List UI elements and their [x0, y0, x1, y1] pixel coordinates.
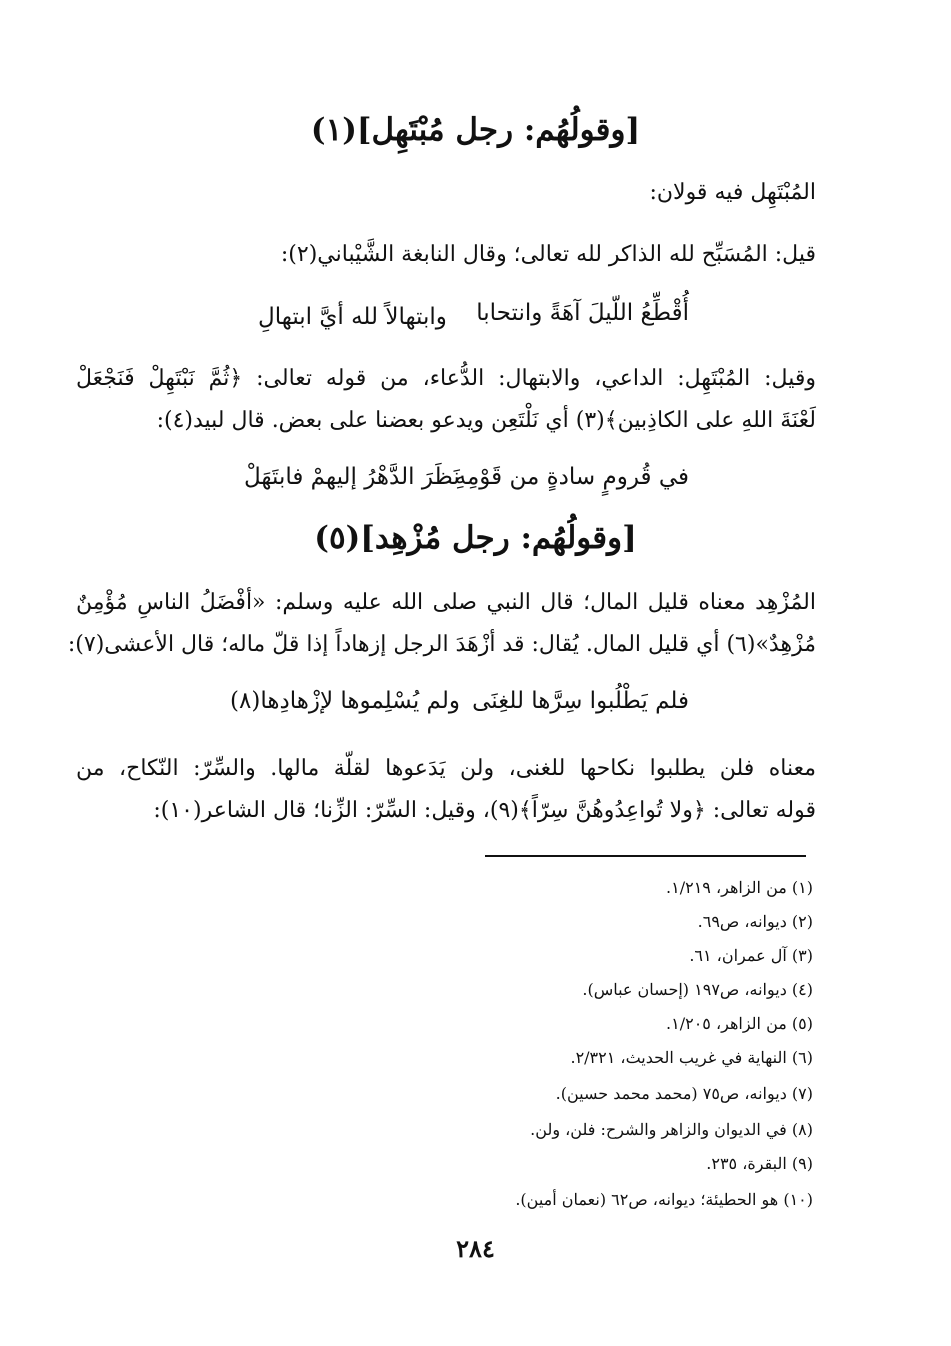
verse-hemistich-right: فلم يَطْلُبوا سِرَّها للغِنَى — [472, 688, 689, 714]
verse-hemistich-right: أُقْطِّعُ اللّيلَ آهَةً وانتحابا — [476, 300, 689, 326]
paragraph-line: وقيل: المُبْتَهِل: الداعي، والابتهال: الدُّعاء، من قوله تعالى: ﴿ثُمَّ نَبْتَهِلْ فَنَجْعَلْ — [76, 366, 816, 391]
paragraph-line: قيل: المُسَبِّح لله الذاكر لله تعالى؛ وقال النابغة الشَّيْباني(٢): — [280, 242, 816, 267]
verse-hemistich-right: في قُرومٍ سادةٍ من قَوْمِهِ — [454, 464, 689, 490]
paragraph-line: معناه فلن يطلبوا نكاحها للغنى، ولن يَدَعوها لقلّة مالها. والسِّرّ: النّكاح، من — [76, 756, 816, 781]
verse-hemistich-left: نَظَرَ الدَّهْرُ إليهمْ فابتَهَلْ — [244, 464, 460, 490]
paragraph-line: لَعْنَةَ اللهِ على الكاذِبين﴾(٣) أي نَلْتَعِن ويدعو بعضنا على بعض. قال لبيد(٤): — [156, 408, 816, 433]
footnote: (٨) في الديوان والزاهر والشرح: فلن، ولن. — [530, 1120, 813, 1139]
footnote: (٣) آل عمران، ٦١. — [689, 946, 813, 965]
footnote: (١٠) هو الحطيئة؛ ديوانه، ص٦٢ (نعمان أمين). — [515, 1190, 813, 1209]
footnote: (٧) ديوانه، ص٧٥ (محمد محمد حسين). — [555, 1084, 813, 1103]
section-heading-mubtahil: [وقولُهُم: رجل مُبْتَهِل](١) — [310, 112, 641, 148]
paragraph-line: المُبْتَهِل فيه قولان: — [649, 180, 816, 205]
paragraph-line: مُزْهِدٌ»(٦) أي قليل المال. يُقال: قد أزْهَدَ الرجل إزهاداً إذا قلّ ماله؛ قال الأعشى(٧): — [67, 632, 816, 657]
section-heading-muzhid: [وقولُهُم: رجل مُزْهِد](٥) — [314, 520, 637, 556]
verse-hemistich-left: ولم يُسْلِموها لإزْهادِها(٨) — [230, 688, 460, 714]
verse-hemistich-left: وابتهالاً لله أيَّ ابتهالِ — [258, 304, 447, 330]
footnote-separator — [485, 855, 806, 857]
footnote: (٥) من الزاهر، ١/٢٠٥. — [666, 1014, 813, 1033]
footnote: (١) من الزاهر، ١/٢١٩. — [666, 878, 813, 897]
footnote: (٦) النهاية في غريب الحديث، ٢/٣٢١. — [570, 1048, 813, 1067]
footnote: (٤) ديوانه، ص١٩٧ (إحسان عباس). — [582, 980, 813, 999]
paragraph-line: المُزْهِد معناه قليل المال؛ قال النبي صلى الله عليه وسلم: «أفْضَلُ الناسِ مُؤْمِنٌ — [76, 590, 816, 615]
paragraph-line: قوله تعالى: ﴿ولا تُواعِدُوهُنَّ سِرّاً﴾(٩)، وقيل: السِّرّ: الزِّنا؛ قال الشاعر(١٠): — [153, 798, 816, 823]
footnote: (٩) البقرة، ٢٣٥. — [706, 1154, 813, 1173]
footnote: (٢) ديوانه، ص٦٩. — [697, 912, 813, 931]
page-number: ٢٨٤ — [456, 1234, 495, 1263]
